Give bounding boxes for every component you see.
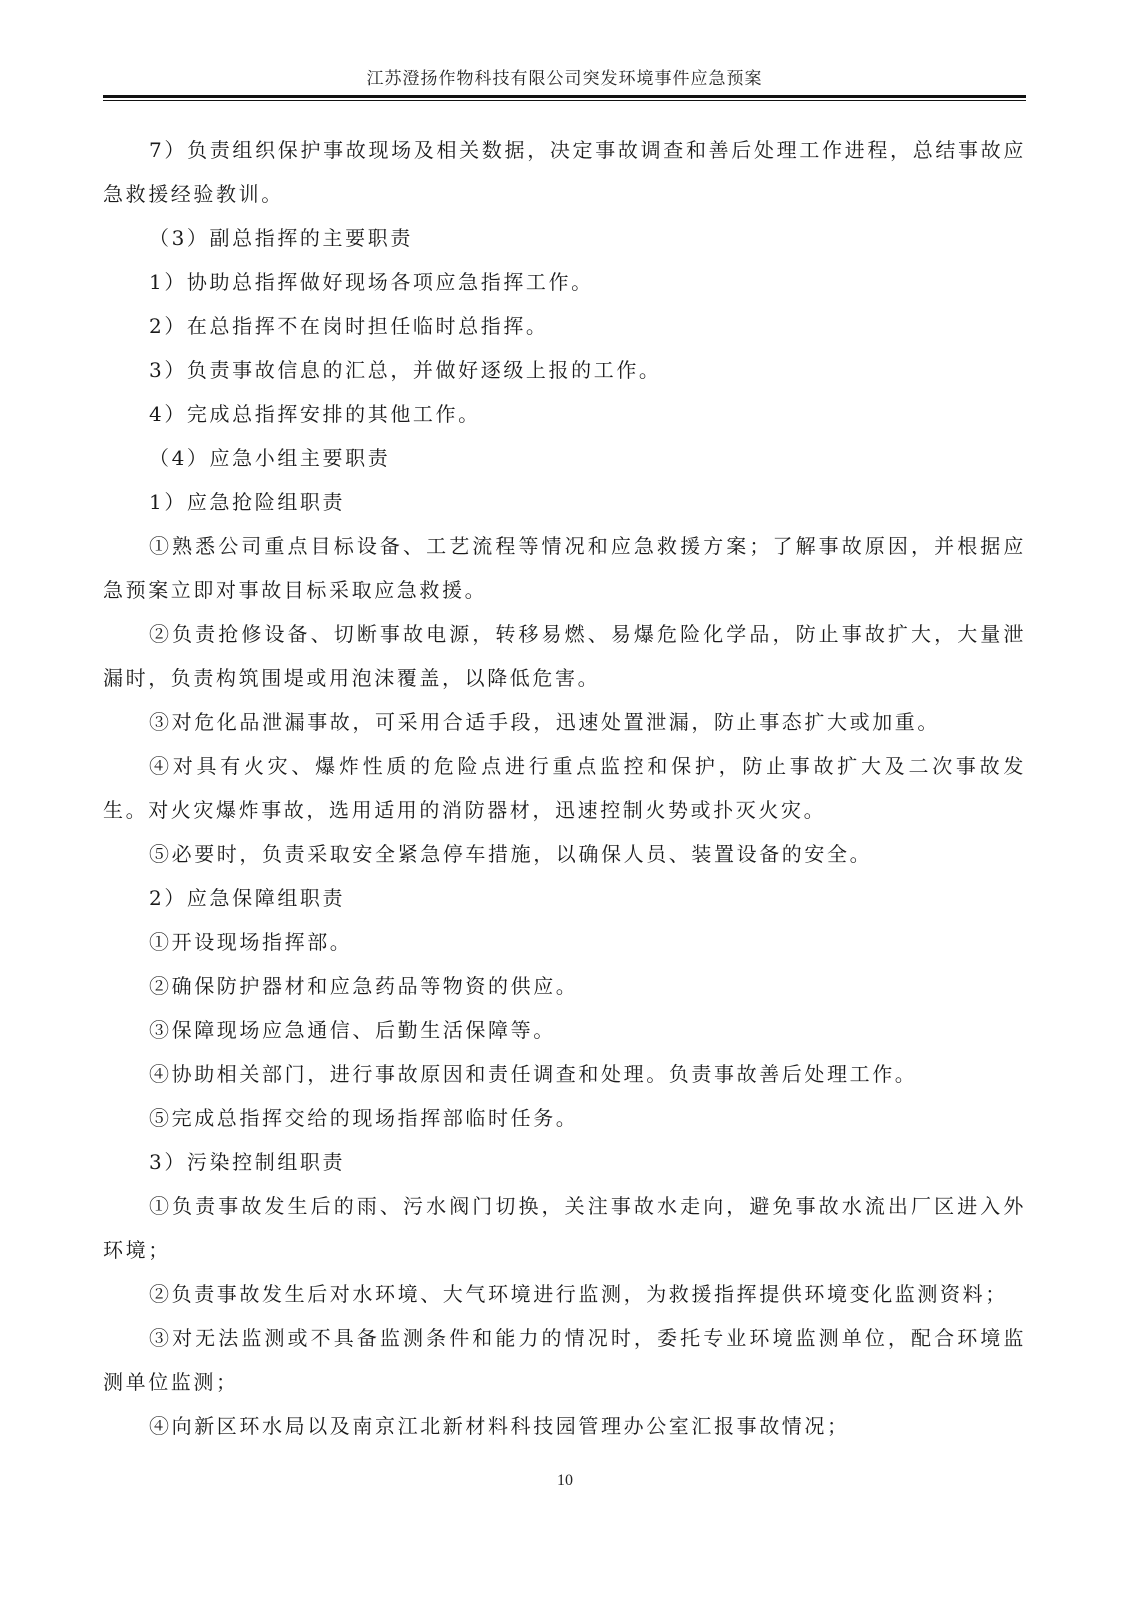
paragraph: 7）负责组织保护事故现场及相关数据，决定事故调查和善后处理工作进程，总结事故应急救援经验教训。 <box>103 138 1026 206</box>
subsection-heading: 1）应急抢险组职责 <box>149 490 346 514</box>
paragraph: ③对无法监测或不具备监测条件和能力的情况时，委托专业环境监测单位，配合环境监测单位监测； <box>103 1326 1026 1394</box>
paragraph: ④向新区环水局以及南京江北新材料科技园管理办公室汇报事故情况； <box>149 1414 850 1438</box>
paragraph: ④协助相关部门，进行事故原因和责任调查和处理。负责事故善后处理工作。 <box>149 1062 918 1086</box>
subsection-heading: 3）污染控制组职责 <box>149 1150 346 1174</box>
paragraph: ①开设现场指挥部。 <box>149 930 353 954</box>
paragraph: 1）协助总指挥做好现场各项应急指挥工作。 <box>149 270 594 294</box>
header-rule-thin <box>103 100 1026 101</box>
page-number: 10 <box>557 1472 573 1489</box>
section-heading: （3）副总指挥的主要职责 <box>149 226 413 250</box>
paragraph: ⑤必要时，负责采取安全紧急停车措施，以确保人员、装置设备的安全。 <box>149 842 873 866</box>
running-header: 江苏澄扬作物科技有限公司突发环境事件应急预案 <box>366 69 763 89</box>
paragraph: ②负责事故发生后对水环境、大气环境进行监测，为救援指挥提供环境变化监测资料； <box>149 1282 1008 1306</box>
header-rule-thick <box>103 95 1026 98</box>
paragraph: ①熟悉公司重点目标设备、工艺流程等情况和应急救援方案；了解事故原因，并根据应急预案立即对事故目标采取应急救援。 <box>103 534 1026 602</box>
section-heading: （4）应急小组主要职责 <box>149 446 391 470</box>
paragraph: 4）完成总指挥安排的其他工作。 <box>149 402 481 426</box>
paragraph: ④对具有火灾、爆炸性质的危险点进行重点监控和保护，防止事故扩大及二次事故发生。对火灾爆炸事故，选用适用的消防器材，迅速控制火势或扑灭火灾。 <box>103 754 1026 822</box>
paragraph: 2）在总指挥不在岗时担任临时总指挥。 <box>149 314 549 338</box>
paragraph: ②负责抢修设备、切断事故电源，转移易燃、易爆危险化学品，防止事故扩大，大量泄漏时，负责构筑围堤或用泡沫覆盖，以降低危害。 <box>103 622 1026 690</box>
document-body <box>103 128 1026 1448</box>
paragraph: ①负责事故发生后的雨、污水阀门切换，关注事故水走向，避免事故水流出厂区进入外环境； <box>103 1194 1026 1262</box>
paragraph: ⑤完成总指挥交给的现场指挥部临时任务。 <box>149 1106 579 1130</box>
paragraph: ③对危化品泄漏事故，可采用合适手段，迅速处置泄漏，防止事态扩大或加重。 <box>149 710 940 734</box>
paragraph: ②确保防护器材和应急药品等物资的供应。 <box>149 974 579 998</box>
paragraph: ③保障现场应急通信、后勤生活保障等。 <box>149 1018 556 1042</box>
subsection-heading: 2）应急保障组职责 <box>149 886 346 910</box>
paragraph: 3）负责事故信息的汇总，并做好逐级上报的工作。 <box>149 358 662 382</box>
